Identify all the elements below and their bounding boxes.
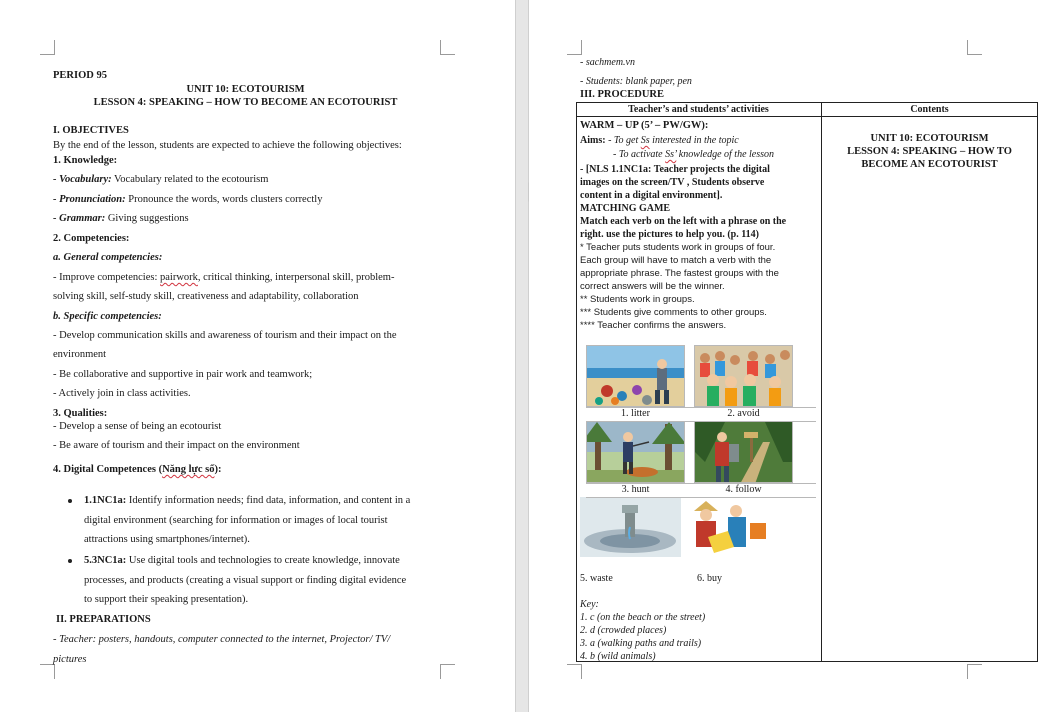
- table-divider: [821, 102, 822, 662]
- picture-hunt: [586, 421, 685, 483]
- spellcheck-word[interactable]: Ss’: [665, 149, 677, 160]
- objectives-heading: I. OBJECTIVES: [53, 125, 129, 136]
- bullet-line: [84, 554, 400, 567]
- margin-mark: [967, 664, 982, 679]
- procedure-step: appropriate phrase. The fastest groups with the: [580, 268, 779, 279]
- margin-mark: [40, 40, 55, 55]
- picture-label: 2. avoid: [727, 408, 760, 419]
- vocabulary-label: - Vocabulary:: [53, 174, 112, 185]
- nls-code: 1.1NC1a:: [84, 495, 127, 506]
- key-answer: 3. a (walking paths and trails): [580, 638, 702, 649]
- general-competencies-line-2: solving skill, self-study skill, creativeness and adaptability, collaboration: [53, 291, 359, 302]
- margin-mark: [440, 40, 455, 55]
- grammar-label: - Grammar:: [53, 213, 106, 224]
- key-answer: 1. c (on the beach or the street): [580, 612, 706, 623]
- spellcheck-word[interactable]: Năng lực số: [162, 464, 215, 475]
- picture-follow: [694, 421, 793, 483]
- aims-text: interested in the topic: [649, 135, 739, 146]
- procedure-step: **** Teacher confirms the answers.: [580, 320, 727, 331]
- digital-heading-text: ):: [214, 464, 222, 475]
- grid-line: [586, 497, 816, 498]
- contents-lesson: BECOME AN ECOTOURIST: [861, 159, 998, 170]
- general-text: - Improve competencies:: [53, 272, 160, 283]
- grid-line: [586, 421, 816, 422]
- aims-line: [580, 134, 739, 147]
- digital-heading-text: 4. Digital Competences (: [53, 464, 163, 475]
- period-heading: PERIOD 95: [53, 70, 107, 81]
- pronunciation-line: [53, 193, 322, 206]
- preparations-line: - Students: blank paper, pen: [580, 76, 692, 87]
- procedure-heading: III. PROCEDURE: [580, 89, 665, 100]
- document-page-right: [529, 0, 1045, 712]
- general-competencies-line: [53, 271, 394, 284]
- key-label: Key:: [580, 599, 599, 610]
- contents-lesson: LESSON 4: SPEAKING – HOW TO: [847, 146, 1012, 157]
- margin-mark: [40, 664, 55, 679]
- aims-line: [613, 148, 774, 161]
- key-answer: 2. d (crowded places): [580, 625, 667, 636]
- procedure-step: ** Students work in groups.: [580, 294, 695, 305]
- aims-text: knowledge of the lesson: [676, 149, 775, 160]
- warmup-heading: WARM – UP (5’ – PW/GW):: [580, 120, 709, 131]
- task-instruction: Match each verb on the left with a phrase on the: [580, 216, 787, 227]
- column-header-activities: Teacher’s and students’ activities: [628, 104, 769, 115]
- aims-label: Aims:: [580, 135, 606, 146]
- game-title: MATCHING GAME: [580, 203, 671, 214]
- unit-title: UNIT 10: ECOTOURISM: [186, 84, 305, 95]
- objectives-intro: By the end of the lesson, students are expected to achieve the following objectives:: [53, 140, 402, 151]
- preparations-line: pictures: [53, 654, 87, 665]
- picture-label: 5. waste: [580, 573, 613, 584]
- table-divider: [576, 116, 1038, 117]
- procedure-step: * Teacher puts students work in groups of four.: [580, 242, 776, 253]
- nls-note: content in a digital environment].: [580, 190, 723, 201]
- specific-competencies-line: - Develop communication skills and awareness of tourism and their impact on the: [53, 330, 397, 341]
- picture-waste: [580, 497, 681, 557]
- procedure-step: Each group will have to match a verb with the: [580, 255, 772, 266]
- margin-mark: [967, 40, 982, 55]
- bullet-line: to support their speaking presentation).: [84, 594, 249, 605]
- bullet-icon: [68, 499, 72, 503]
- spellcheck-word[interactable]: pairwork: [160, 272, 198, 283]
- digital-competences-heading: [53, 463, 221, 476]
- pronunciation-text: Pronounce the words, words clusters correctly: [125, 194, 323, 205]
- general-text: , critical thinking, interpersonal skill, problem-: [197, 272, 395, 283]
- margin-mark: [567, 40, 582, 55]
- specific-competencies-line: environment: [53, 349, 107, 360]
- aims-text: - To get: [605, 135, 641, 146]
- vocabulary-line: [53, 173, 268, 186]
- competencies-heading: 2. Competencies:: [53, 233, 130, 244]
- qualities-line: - Develop a sense of being an ecotourist: [53, 421, 222, 432]
- grammar-text: Giving suggestions: [105, 213, 189, 224]
- picture-label: 3. hunt: [621, 484, 650, 495]
- margin-mark: [440, 664, 455, 679]
- nls-note: - [NLS 1.1NC1a: Teacher projects the digital: [580, 164, 770, 175]
- picture-label: 6. buy: [697, 573, 722, 584]
- picture-buy: [684, 497, 774, 559]
- preparations-line: - sachmem.vn: [580, 57, 635, 68]
- picture-label: 4. follow: [725, 484, 762, 495]
- bullet-line: processes, and products (creating a visual support or finding digital evidence: [84, 575, 407, 586]
- pronunciation-label: - Pronunciation:: [53, 194, 126, 205]
- vocabulary-text: Vocabulary related to the ecotourism: [111, 174, 269, 185]
- grammar-line: [53, 212, 189, 225]
- task-instruction: right. use the pictures to help you. (p. 114): [580, 229, 759, 240]
- page-gutter: [515, 0, 529, 712]
- knowledge-heading: 1. Knowledge:: [53, 155, 118, 166]
- specific-competencies-line: - Actively join in class activities.: [53, 388, 191, 399]
- bullet-text: Use digital tools and technologies to create knowledge, innovate: [126, 555, 400, 566]
- contents-unit: UNIT 10: ECOTOURISM: [870, 133, 989, 144]
- bullet-line: digital environment (searching for information or images of local tourist: [84, 515, 388, 526]
- specific-competencies-line: - Be collaborative and supportive in pair work and teamwork;: [53, 369, 313, 380]
- qualities-heading: 3. Qualities:: [53, 408, 108, 419]
- column-header-contents: Contents: [910, 104, 949, 115]
- document-page-left: [0, 0, 515, 712]
- procedure-step: *** Students give comments to other groups.: [580, 307, 767, 318]
- picture-label: 1. litter: [621, 408, 650, 419]
- spellcheck-word[interactable]: Ss: [640, 135, 650, 146]
- aims-text: - To activate: [613, 149, 666, 160]
- bullet-line: [84, 494, 410, 507]
- picture-litter: [586, 345, 685, 407]
- procedure-step: correct answers will be the winner.: [580, 281, 725, 292]
- preparations-line: - Teacher: posters, handouts, computer connected to the internet, Projector/ TV/: [53, 634, 391, 645]
- bullet-text: Identify information needs; find data, information, and content in a: [126, 495, 411, 506]
- nls-code: 5.3NC1a:: [84, 555, 127, 566]
- lesson-title: LESSON 4: SPEAKING – HOW TO BECOME AN ECOTOURIST: [93, 97, 398, 108]
- key-answer: 4. b (wild animals): [580, 651, 656, 662]
- preparations-heading: II. PREPARATIONS: [56, 614, 151, 625]
- picture-avoid: [694, 345, 793, 407]
- general-competencies-heading: a. General competencies:: [53, 252, 163, 263]
- margin-mark: [567, 664, 582, 679]
- bullet-line: attractions using smartphones/internet).: [84, 534, 250, 545]
- nls-note: images on the screen/TV , Students observe: [580, 177, 765, 188]
- specific-competencies-heading: b. Specific competencies:: [53, 311, 162, 322]
- bullet-icon: [68, 559, 72, 563]
- qualities-line: - Be aware of tourism and their impact on the environment: [53, 440, 300, 451]
